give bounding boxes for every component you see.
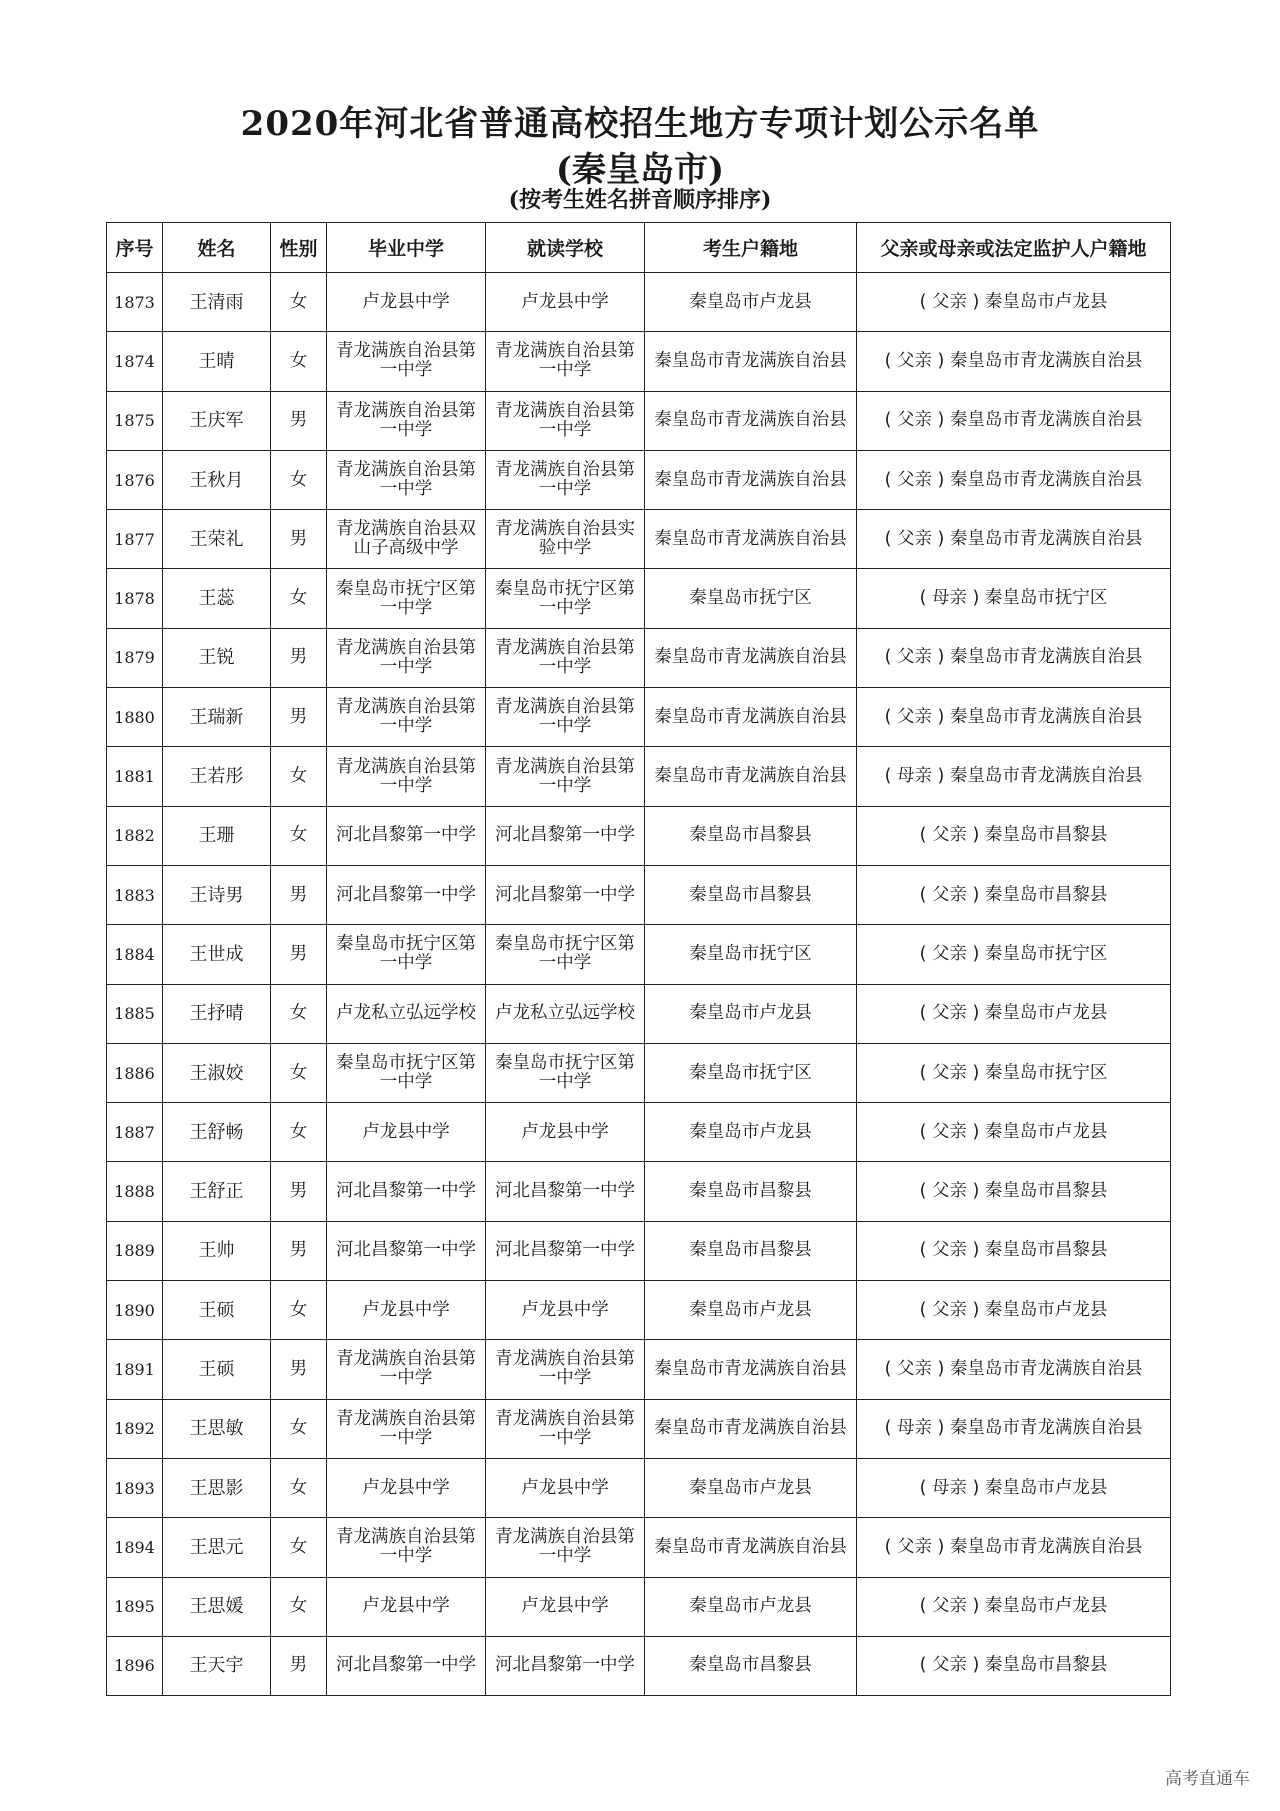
cell-serial: 1875 bbox=[107, 391, 163, 450]
cell-guardian-residence: ( 父亲 ) 秦皇岛市抚宁区 bbox=[857, 925, 1171, 984]
cell-gender: 男 bbox=[271, 510, 327, 569]
table-row bbox=[107, 273, 1171, 332]
table-row bbox=[107, 391, 1171, 450]
cell-graduation-school: 青龙满族自治县第一中学 bbox=[327, 332, 486, 391]
cell-guardian-residence: ( 父亲 ) 秦皇岛市青龙满族自治县 bbox=[857, 1340, 1171, 1399]
table-row bbox=[107, 1103, 1171, 1162]
cell-current-school: 秦皇岛市抚宁区第一中学 bbox=[486, 569, 645, 628]
cell-graduation-school: 秦皇岛市抚宁区第一中学 bbox=[327, 925, 486, 984]
cell-serial: 1881 bbox=[107, 747, 163, 806]
table-row bbox=[107, 806, 1171, 865]
cell-graduation-school: 河北昌黎第一中学 bbox=[327, 1162, 486, 1221]
cell-graduation-school: 卢龙县中学 bbox=[327, 1281, 486, 1340]
cell-serial: 1884 bbox=[107, 925, 163, 984]
cell-graduation-school: 卢龙县中学 bbox=[327, 1577, 486, 1636]
cell-guardian-residence: ( 父亲 ) 秦皇岛市昌黎县 bbox=[857, 865, 1171, 924]
cell-graduation-school: 青龙满族自治县第一中学 bbox=[327, 747, 486, 806]
cell-serial: 1874 bbox=[107, 332, 163, 391]
cell-guardian-residence: ( 父亲 ) 秦皇岛市卢龙县 bbox=[857, 1103, 1171, 1162]
cell-name: 王瑞新 bbox=[163, 688, 271, 747]
cell-serial: 1892 bbox=[107, 1399, 163, 1458]
cell-current-school: 青龙满族自治县实验中学 bbox=[486, 510, 645, 569]
cell-gender: 男 bbox=[271, 688, 327, 747]
cell-guardian-residence: ( 父亲 ) 秦皇岛市青龙满族自治县 bbox=[857, 1518, 1171, 1577]
table-row bbox=[107, 1577, 1171, 1636]
table-row bbox=[107, 1458, 1171, 1517]
cell-gender: 男 bbox=[271, 1340, 327, 1399]
cell-guardian-residence: ( 父亲 ) 秦皇岛市青龙满族自治县 bbox=[857, 688, 1171, 747]
cell-graduation-school: 青龙满族自治县第一中学 bbox=[327, 1518, 486, 1577]
cell-current-school: 青龙满族自治县第一中学 bbox=[486, 688, 645, 747]
cell-graduation-school: 河北昌黎第一中学 bbox=[327, 806, 486, 865]
cell-gender: 女 bbox=[271, 332, 327, 391]
cell-graduation-school: 卢龙县中学 bbox=[327, 1458, 486, 1517]
cell-student-residence: 秦皇岛市青龙满族自治县 bbox=[645, 1399, 857, 1458]
cell-student-residence: 秦皇岛市抚宁区 bbox=[645, 925, 857, 984]
cell-student-residence: 秦皇岛市青龙满族自治县 bbox=[645, 628, 857, 687]
cell-current-school: 河北昌黎第一中学 bbox=[486, 1636, 645, 1695]
table-row bbox=[107, 628, 1171, 687]
cell-guardian-residence: ( 母亲 ) 秦皇岛市青龙满族自治县 bbox=[857, 1399, 1171, 1458]
cell-graduation-school: 河北昌黎第一中学 bbox=[327, 1636, 486, 1695]
cell-current-school: 青龙满族自治县第一中学 bbox=[486, 1399, 645, 1458]
cell-student-residence: 秦皇岛市抚宁区 bbox=[645, 569, 857, 628]
cell-gender: 男 bbox=[271, 1162, 327, 1221]
cell-guardian-residence: ( 父亲 ) 秦皇岛市青龙满族自治县 bbox=[857, 332, 1171, 391]
cell-gender: 女 bbox=[271, 1281, 327, 1340]
cell-guardian-residence: ( 父亲 ) 秦皇岛市抚宁区 bbox=[857, 1043, 1171, 1102]
table-row bbox=[107, 1518, 1171, 1577]
cell-student-residence: 秦皇岛市卢龙县 bbox=[645, 1458, 857, 1517]
cell-student-residence: 秦皇岛市昌黎县 bbox=[645, 806, 857, 865]
cell-serial: 1886 bbox=[107, 1043, 163, 1102]
table-row bbox=[107, 569, 1171, 628]
cell-serial: 1888 bbox=[107, 1162, 163, 1221]
cell-name: 王庆军 bbox=[163, 391, 271, 450]
cell-gender: 女 bbox=[271, 273, 327, 332]
cell-serial: 1883 bbox=[107, 865, 163, 924]
cell-serial: 1876 bbox=[107, 450, 163, 509]
cell-graduation-school: 青龙满族自治县第一中学 bbox=[327, 1340, 486, 1399]
cell-gender: 女 bbox=[271, 1043, 327, 1102]
cell-graduation-school: 秦皇岛市抚宁区第一中学 bbox=[327, 569, 486, 628]
cell-guardian-residence: ( 父亲 ) 秦皇岛市卢龙县 bbox=[857, 273, 1171, 332]
cell-name: 王思元 bbox=[163, 1518, 271, 1577]
cell-gender: 女 bbox=[271, 1518, 327, 1577]
cell-graduation-school: 青龙满族自治县双山子高级中学 bbox=[327, 510, 486, 569]
cell-name: 王秋月 bbox=[163, 450, 271, 509]
cell-student-residence: 秦皇岛市青龙满族自治县 bbox=[645, 1518, 857, 1577]
cell-gender: 男 bbox=[271, 925, 327, 984]
cell-student-residence: 秦皇岛市青龙满族自治县 bbox=[645, 1340, 857, 1399]
cell-name: 王荣礼 bbox=[163, 510, 271, 569]
cell-student-residence: 秦皇岛市卢龙县 bbox=[645, 1103, 857, 1162]
cell-gender: 女 bbox=[271, 1458, 327, 1517]
cell-current-school: 青龙满族自治县第一中学 bbox=[486, 1340, 645, 1399]
cell-serial: 1893 bbox=[107, 1458, 163, 1517]
table-row bbox=[107, 450, 1171, 509]
cell-name: 王世成 bbox=[163, 925, 271, 984]
cell-current-school: 卢龙私立弘远学校 bbox=[486, 984, 645, 1043]
cell-serial: 1885 bbox=[107, 984, 163, 1043]
table-row bbox=[107, 1636, 1171, 1695]
table-row bbox=[107, 984, 1171, 1043]
header-guardian-residence: 父亲或母亲或法定监护人户籍地 bbox=[857, 223, 1171, 273]
cell-guardian-residence: ( 母亲 ) 秦皇岛市抚宁区 bbox=[857, 569, 1171, 628]
cell-gender: 女 bbox=[271, 1103, 327, 1162]
cell-student-residence: 秦皇岛市青龙满族自治县 bbox=[645, 510, 857, 569]
cell-name: 王思敏 bbox=[163, 1399, 271, 1458]
cell-name: 王锐 bbox=[163, 628, 271, 687]
cell-graduation-school: 河北昌黎第一中学 bbox=[327, 1221, 486, 1280]
cell-guardian-residence: ( 父亲 ) 秦皇岛市卢龙县 bbox=[857, 984, 1171, 1043]
cell-current-school: 河北昌黎第一中学 bbox=[486, 806, 645, 865]
cell-student-residence: 秦皇岛市卢龙县 bbox=[645, 273, 857, 332]
cell-student-residence: 秦皇岛市昌黎县 bbox=[645, 865, 857, 924]
cell-name: 王硕 bbox=[163, 1340, 271, 1399]
document-title: 2020年河北省普通高校招生地方专项计划公示名单 bbox=[240, 104, 1040, 144]
cell-serial: 1894 bbox=[107, 1518, 163, 1577]
cell-student-residence: 秦皇岛市青龙满族自治县 bbox=[645, 688, 857, 747]
cell-current-school: 卢龙县中学 bbox=[486, 1458, 645, 1517]
cell-name: 王清雨 bbox=[163, 273, 271, 332]
cell-student-residence: 秦皇岛市青龙满族自治县 bbox=[645, 391, 857, 450]
cell-guardian-residence: ( 父亲 ) 秦皇岛市青龙满族自治县 bbox=[857, 510, 1171, 569]
cell-guardian-residence: ( 父亲 ) 秦皇岛市青龙满族自治县 bbox=[857, 628, 1171, 687]
cell-guardian-residence: ( 父亲 ) 秦皇岛市青龙满族自治县 bbox=[857, 450, 1171, 509]
cell-current-school: 秦皇岛市抚宁区第一中学 bbox=[486, 1043, 645, 1102]
cell-gender: 男 bbox=[271, 865, 327, 924]
cell-graduation-school: 青龙满族自治县第一中学 bbox=[327, 1399, 486, 1458]
cell-current-school: 卢龙县中学 bbox=[486, 273, 645, 332]
cell-guardian-residence: ( 父亲 ) 秦皇岛市昌黎县 bbox=[857, 806, 1171, 865]
cell-student-residence: 秦皇岛市昌黎县 bbox=[645, 1221, 857, 1280]
cell-student-residence: 秦皇岛市卢龙县 bbox=[645, 1577, 857, 1636]
cell-current-school: 青龙满族自治县第一中学 bbox=[486, 747, 645, 806]
cell-name: 王蕊 bbox=[163, 569, 271, 628]
cell-name: 王淑姣 bbox=[163, 1043, 271, 1102]
cell-serial: 1891 bbox=[107, 1340, 163, 1399]
cell-student-residence: 秦皇岛市卢龙县 bbox=[645, 1281, 857, 1340]
table-row bbox=[107, 1221, 1171, 1280]
cell-graduation-school: 秦皇岛市抚宁区第一中学 bbox=[327, 1043, 486, 1102]
table-row bbox=[107, 332, 1171, 391]
cell-graduation-school: 卢龙县中学 bbox=[327, 1103, 486, 1162]
table-row bbox=[107, 865, 1171, 924]
table-row bbox=[107, 688, 1171, 747]
header-current-school: 就读学校 bbox=[486, 223, 645, 273]
cell-name: 王思影 bbox=[163, 1458, 271, 1517]
header-serial: 序号 bbox=[107, 223, 163, 273]
cell-graduation-school: 青龙满族自治县第一中学 bbox=[327, 688, 486, 747]
watermark: 高考直通车 bbox=[1165, 1769, 1250, 1789]
cell-serial: 1879 bbox=[107, 628, 163, 687]
cell-name: 王天宇 bbox=[163, 1636, 271, 1695]
cell-guardian-residence: ( 父亲 ) 秦皇岛市昌黎县 bbox=[857, 1221, 1171, 1280]
admission-list-table bbox=[106, 222, 1171, 1696]
cell-graduation-school: 卢龙私立弘远学校 bbox=[327, 984, 486, 1043]
table-row bbox=[107, 1340, 1171, 1399]
cell-name: 王舒畅 bbox=[163, 1103, 271, 1162]
cell-student-residence: 秦皇岛市昌黎县 bbox=[645, 1636, 857, 1695]
cell-name: 王帅 bbox=[163, 1221, 271, 1280]
cell-student-residence: 秦皇岛市昌黎县 bbox=[645, 1162, 857, 1221]
table-row bbox=[107, 1281, 1171, 1340]
table-row bbox=[107, 1162, 1171, 1221]
cell-student-residence: 秦皇岛市卢龙县 bbox=[645, 984, 857, 1043]
cell-name: 王若彤 bbox=[163, 747, 271, 806]
cell-gender: 男 bbox=[271, 628, 327, 687]
table-row bbox=[107, 925, 1171, 984]
cell-gender: 女 bbox=[271, 1577, 327, 1636]
cell-gender: 男 bbox=[271, 391, 327, 450]
cell-current-school: 青龙满族自治县第一中学 bbox=[486, 450, 645, 509]
cell-current-school: 青龙满族自治县第一中学 bbox=[486, 391, 645, 450]
cell-student-residence: 秦皇岛市青龙满族自治县 bbox=[645, 332, 857, 391]
cell-current-school: 秦皇岛市抚宁区第一中学 bbox=[486, 925, 645, 984]
cell-gender: 女 bbox=[271, 569, 327, 628]
cell-graduation-school: 河北昌黎第一中学 bbox=[327, 865, 486, 924]
cell-current-school: 河北昌黎第一中学 bbox=[486, 865, 645, 924]
table-row bbox=[107, 1399, 1171, 1458]
cell-name: 王诗男 bbox=[163, 865, 271, 924]
cell-student-residence: 秦皇岛市抚宁区 bbox=[645, 1043, 857, 1102]
header-graduation-school: 毕业中学 bbox=[327, 223, 486, 273]
cell-name: 王抒晴 bbox=[163, 984, 271, 1043]
header-gender: 性别 bbox=[271, 223, 327, 273]
cell-current-school: 青龙满族自治县第一中学 bbox=[486, 1518, 645, 1577]
cell-name: 王硕 bbox=[163, 1281, 271, 1340]
table-row bbox=[107, 1043, 1171, 1102]
cell-guardian-residence: ( 母亲 ) 秦皇岛市青龙满族自治县 bbox=[857, 747, 1171, 806]
cell-current-school: 青龙满族自治县第一中学 bbox=[486, 332, 645, 391]
document-sort-note: (按考生姓名拼音顺序排序) bbox=[508, 187, 772, 213]
cell-serial: 1877 bbox=[107, 510, 163, 569]
cell-student-residence: 秦皇岛市青龙满族自治县 bbox=[645, 450, 857, 509]
cell-gender: 女 bbox=[271, 984, 327, 1043]
cell-guardian-residence: ( 父亲 ) 秦皇岛市卢龙县 bbox=[857, 1577, 1171, 1636]
cell-serial: 1873 bbox=[107, 273, 163, 332]
cell-serial: 1882 bbox=[107, 806, 163, 865]
cell-current-school: 卢龙县中学 bbox=[486, 1281, 645, 1340]
table-row bbox=[107, 510, 1171, 569]
cell-serial: 1890 bbox=[107, 1281, 163, 1340]
table-row bbox=[107, 747, 1171, 806]
cell-graduation-school: 青龙满族自治县第一中学 bbox=[327, 450, 486, 509]
cell-student-residence: 秦皇岛市青龙满族自治县 bbox=[645, 747, 857, 806]
cell-current-school: 青龙满族自治县第一中学 bbox=[486, 628, 645, 687]
cell-current-school: 卢龙县中学 bbox=[486, 1103, 645, 1162]
cell-current-school: 河北昌黎第一中学 bbox=[486, 1221, 645, 1280]
cell-serial: 1878 bbox=[107, 569, 163, 628]
cell-guardian-residence: ( 父亲 ) 秦皇岛市卢龙县 bbox=[857, 1281, 1171, 1340]
header-name: 姓名 bbox=[163, 223, 271, 273]
cell-gender: 男 bbox=[271, 1221, 327, 1280]
cell-graduation-school: 青龙满族自治县第一中学 bbox=[327, 628, 486, 687]
cell-gender: 女 bbox=[271, 806, 327, 865]
table-header-row bbox=[107, 223, 1171, 273]
cell-gender: 男 bbox=[271, 1636, 327, 1695]
cell-serial: 1896 bbox=[107, 1636, 163, 1695]
cell-current-school: 河北昌黎第一中学 bbox=[486, 1162, 645, 1221]
cell-graduation-school: 卢龙县中学 bbox=[327, 273, 486, 332]
cell-gender: 女 bbox=[271, 450, 327, 509]
cell-name: 王珊 bbox=[163, 806, 271, 865]
cell-guardian-residence: ( 母亲 ) 秦皇岛市卢龙县 bbox=[857, 1458, 1171, 1517]
cell-name: 王舒正 bbox=[163, 1162, 271, 1221]
header-student-residence: 考生户籍地 bbox=[645, 223, 857, 273]
cell-serial: 1889 bbox=[107, 1221, 163, 1280]
cell-current-school: 卢龙县中学 bbox=[486, 1577, 645, 1636]
cell-gender: 女 bbox=[271, 747, 327, 806]
cell-name: 王晴 bbox=[163, 332, 271, 391]
cell-gender: 女 bbox=[271, 1399, 327, 1458]
cell-name: 王思媛 bbox=[163, 1577, 271, 1636]
document-subtitle-city: (秦皇岛市) bbox=[555, 150, 725, 190]
cell-serial: 1880 bbox=[107, 688, 163, 747]
cell-guardian-residence: ( 父亲 ) 秦皇岛市昌黎县 bbox=[857, 1636, 1171, 1695]
cell-serial: 1895 bbox=[107, 1577, 163, 1636]
cell-guardian-residence: ( 父亲 ) 秦皇岛市昌黎县 bbox=[857, 1162, 1171, 1221]
cell-guardian-residence: ( 父亲 ) 秦皇岛市青龙满族自治县 bbox=[857, 391, 1171, 450]
cell-serial: 1887 bbox=[107, 1103, 163, 1162]
cell-graduation-school: 青龙满族自治县第一中学 bbox=[327, 391, 486, 450]
